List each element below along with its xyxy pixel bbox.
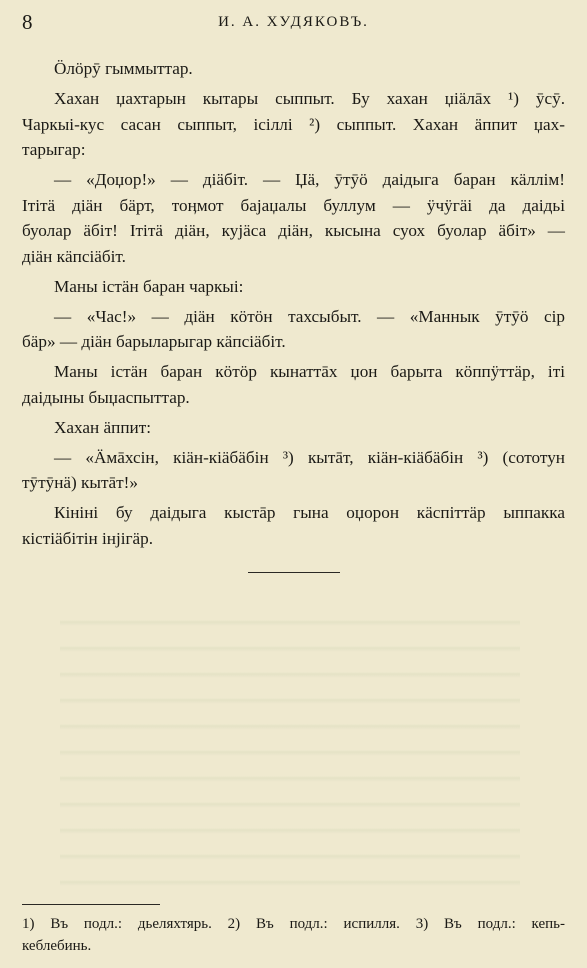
text-line: Маны iстäн баран кӧтӧр кынаттāх џон барыта кӧппӱттäр, iтi — [54, 362, 565, 381]
text-line: Хахан äппит: — [54, 417, 152, 437]
text-line: Хахан џахтарын кытары сыппыт. Бу хахан џіäлāх ¹) ӯсӯ. — [54, 89, 565, 108]
footnote-rule — [22, 904, 160, 905]
paragraph — [22, 274, 565, 300]
paragraph — [22, 445, 565, 496]
text-line: дiäн кäпсiäбiт. — [22, 246, 126, 266]
text-line: — «Äмāхсiн, кiäн-кiäбäбiн ³) кытāт, кiäн-кiäбäбiн ³) (сототун — [54, 447, 565, 467]
text-line: Ӧлӧрӯ гыммыттар. — [54, 59, 193, 78]
text-line: — «Доџор!» — дiäбiт. — Џä, ӯтӯӧ даідыга баран кäллiм! — [54, 170, 565, 189]
paragraph — [22, 86, 565, 163]
page-number: 8 — [22, 10, 33, 34]
text-line: кiстiäбiтiн iнjiгäр. — [22, 528, 154, 548]
paragraph — [22, 167, 565, 269]
text-line: тӯтӯнä) кытāт!» — [22, 473, 138, 492]
text-line: Маны iстäн баран чаркыі: — [54, 276, 244, 296]
footnote-line: кеблебинь. — [22, 938, 92, 954]
running-head: И. А. ХУДЯКОВЪ. — [218, 14, 369, 30]
text-line: даідыны быџаспыттар. — [22, 387, 190, 407]
footnote-line: 1) Въ подл.: дьеляхтярь. 2) Въ подл.: испилля. 3) Въ подл.: кепь- — [22, 916, 565, 932]
section-separator — [248, 572, 340, 573]
paragraph — [22, 304, 565, 355]
paragraph — [22, 415, 565, 441]
bleed-through-texture — [60, 600, 520, 890]
footnotes — [22, 913, 565, 957]
text-line: буолар äбiт! Ітiтä дiäн, куjäса дiäн, кысына суох буолар äбiт» — — [22, 221, 565, 240]
text-line: Ітiтä дiäн бäрт, тоӊмот баjаџалы буллум — ӱчӱгäi да даідьі — [22, 195, 565, 215]
text-line: Кiнiнi бу даідыга кыстāр гына оџорон кäспiттäр ыппакка — [54, 503, 565, 522]
text-line: бäр» — дiäн барыларыгар кäпсiäбiт. — [22, 332, 286, 351]
body-text — [22, 56, 565, 556]
paragraph — [22, 500, 565, 551]
paragraph — [22, 359, 565, 410]
page-header — [22, 10, 565, 34]
text-line: тарыгар: — [22, 140, 86, 159]
paragraph — [22, 56, 565, 82]
text-line: Чаркыі-кус сасан сыппыт, ісіллі ²) сыппыт. Хахан äппит џах- — [22, 114, 565, 134]
text-line: — «Час!» — дiäн кӧтӧн тахсыбыт. — «Маннык ӯтӯӧ сiр — [54, 306, 565, 326]
